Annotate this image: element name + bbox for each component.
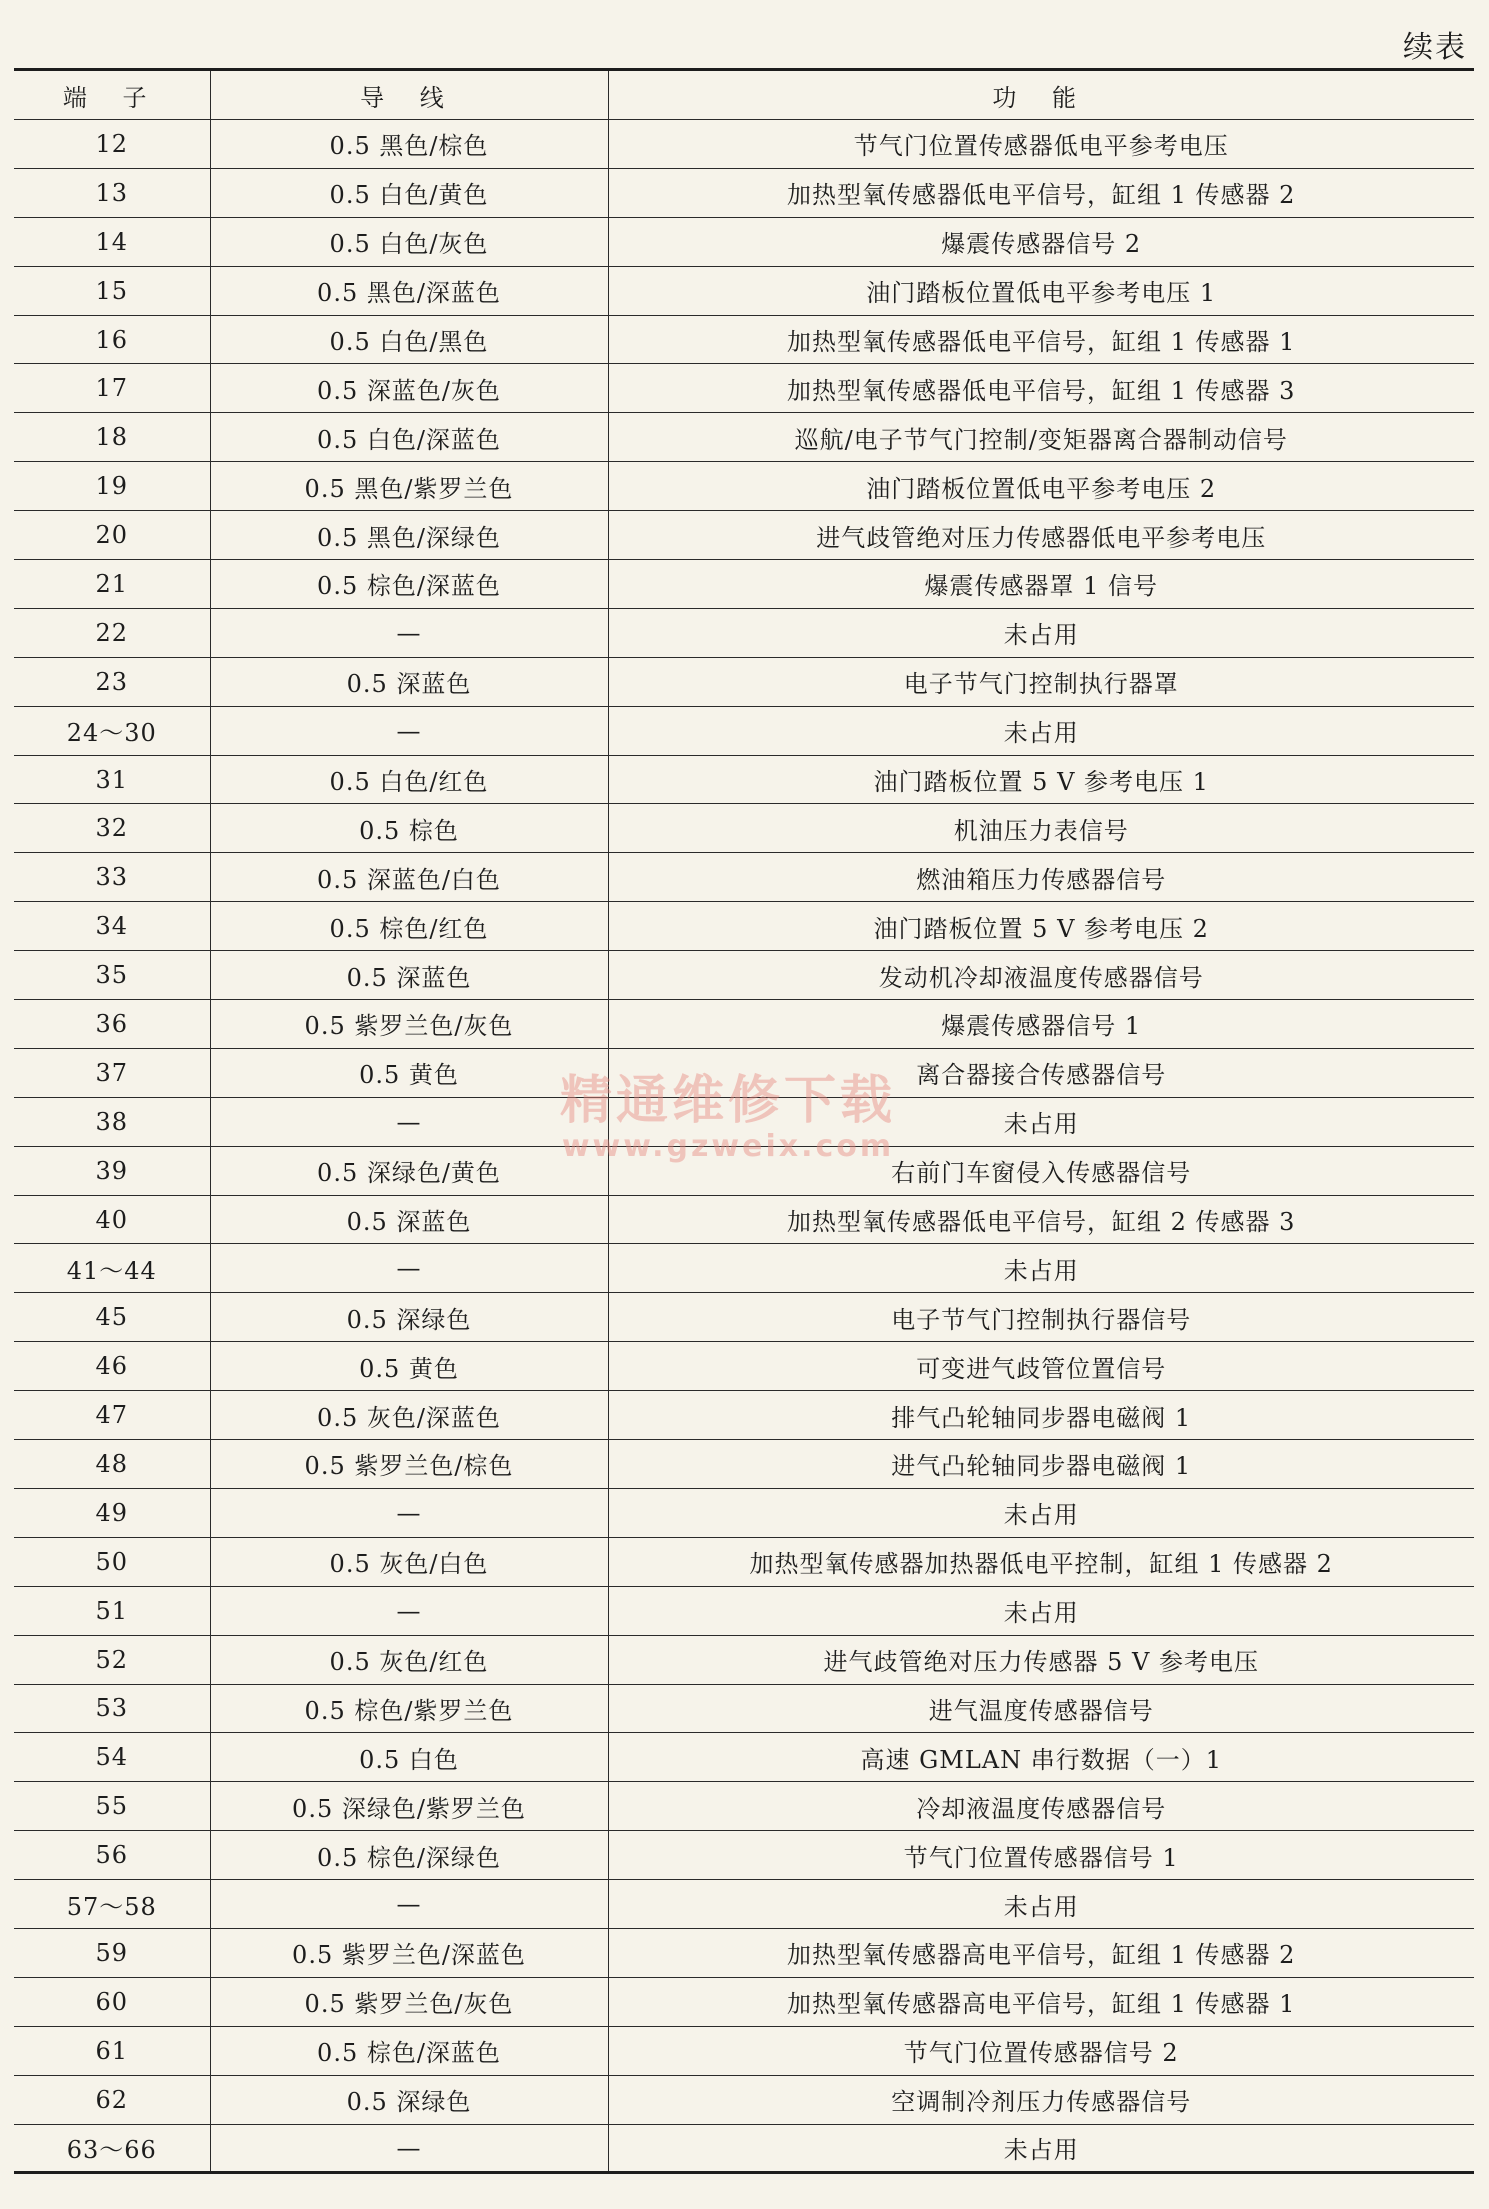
cell-wire: 0.5 深蓝色/白色: [210, 853, 608, 902]
cell-wire: —: [210, 1244, 608, 1293]
cell-function: 排气凸轮轴同步器电磁阀 1: [608, 1391, 1474, 1440]
cell-terminal: 61: [14, 2026, 210, 2075]
table-row: [14, 511, 1474, 560]
cell-wire: 0.5 深绿色/紫罗兰色: [210, 1782, 608, 1831]
watermark-url: www.gzweix.com: [561, 1129, 895, 1164]
table-row: [14, 266, 1474, 315]
cell-terminal: 55: [14, 1782, 210, 1831]
cell-wire: 0.5 白色: [210, 1733, 608, 1782]
table-row: [14, 1733, 1474, 1782]
cell-function: 高速 GMLAN 串行数据（一）1: [608, 1733, 1474, 1782]
cell-terminal: 37: [14, 1048, 210, 1097]
cell-terminal: 32: [14, 804, 210, 853]
cell-function: 冷却液温度传感器信号: [608, 1782, 1474, 1831]
cell-wire: 0.5 黄色: [210, 1342, 608, 1391]
cell-function: 加热型氧传感器低电平信号，缸组 1 传感器 2: [608, 168, 1474, 217]
cell-terminal: 35: [14, 951, 210, 1000]
cell-wire: 0.5 紫罗兰色/深蓝色: [210, 1928, 608, 1977]
cell-wire: 0.5 棕色/深蓝色: [210, 2026, 608, 2075]
cell-function: 油门踏板位置 5 V 参考电压 1: [608, 755, 1474, 804]
cell-wire: 0.5 棕色/深蓝色: [210, 560, 608, 609]
table-row: [14, 1097, 1474, 1146]
cell-terminal: 33: [14, 853, 210, 902]
table-row: [14, 1195, 1474, 1244]
cell-function: 电子节气门控制执行器信号: [608, 1293, 1474, 1342]
cell-terminal: 47: [14, 1391, 210, 1440]
cell-terminal: 56: [14, 1831, 210, 1880]
cell-wire: 0.5 黄色: [210, 1048, 608, 1097]
header-terminal: 端 子: [14, 70, 210, 120]
table-row: [14, 2075, 1474, 2124]
cell-wire: 0.5 白色/黑色: [210, 315, 608, 364]
cell-wire: —: [210, 1097, 608, 1146]
cell-function: 爆震传感器罩 1 信号: [608, 560, 1474, 609]
table-row: [14, 560, 1474, 609]
cell-terminal: 48: [14, 1440, 210, 1489]
cell-terminal: 34: [14, 902, 210, 951]
cell-terminal: 12: [14, 120, 210, 169]
table-row: [14, 1488, 1474, 1537]
table-row: [14, 1000, 1474, 1049]
cell-function: 加热型氧传感器加热器低电平控制，缸组 1 传感器 2: [608, 1537, 1474, 1586]
cell-wire: 0.5 棕色/紫罗兰色: [210, 1684, 608, 1733]
cell-function: 加热型氧传感器低电平信号，缸组 1 传感器 1: [608, 315, 1474, 364]
cell-function: 加热型氧传感器低电平信号，缸组 2 传感器 3: [608, 1195, 1474, 1244]
table-row: [14, 120, 1474, 169]
cell-terminal: 50: [14, 1537, 210, 1586]
cell-wire: —: [210, 1880, 608, 1929]
table-row: [14, 315, 1474, 364]
cell-terminal: 41～44: [14, 1244, 210, 1293]
cell-terminal: 52: [14, 1635, 210, 1684]
cell-function: 未占用: [608, 1488, 1474, 1537]
cell-function: 发动机冷却液温度传感器信号: [608, 951, 1474, 1000]
cell-wire: —: [210, 2124, 608, 2173]
terminal-table: [14, 68, 1474, 2174]
table-row: [14, 657, 1474, 706]
table-row: [14, 1048, 1474, 1097]
table-row: [14, 1635, 1474, 1684]
cell-terminal: 16: [14, 315, 210, 364]
cell-wire: 0.5 棕色/深绿色: [210, 1831, 608, 1880]
cell-function: 节气门位置传感器信号 1: [608, 1831, 1474, 1880]
cell-function: 加热型氧传感器低电平信号，缸组 1 传感器 3: [608, 364, 1474, 413]
cell-terminal: 46: [14, 1342, 210, 1391]
table-row: [14, 1977, 1474, 2026]
cell-terminal: 13: [14, 168, 210, 217]
cell-wire: 0.5 紫罗兰色/灰色: [210, 1977, 608, 2026]
cell-function: 进气凸轮轴同步器电磁阀 1: [608, 1440, 1474, 1489]
cell-terminal: 38: [14, 1097, 210, 1146]
table-row: [14, 168, 1474, 217]
cell-wire: 0.5 棕色/红色: [210, 902, 608, 951]
cell-terminal: 39: [14, 1146, 210, 1195]
cell-wire: 0.5 棕色: [210, 804, 608, 853]
header-row: [14, 70, 1474, 120]
cell-wire: 0.5 深绿色: [210, 2075, 608, 2124]
table-row: [14, 1244, 1474, 1293]
cell-function: 油门踏板位置低电平参考电压 2: [608, 462, 1474, 511]
cell-function: 空调制冷剂压力传感器信号: [608, 2075, 1474, 2124]
cell-wire: 0.5 紫罗兰色/灰色: [210, 1000, 608, 1049]
cell-function: 进气温度传感器信号: [608, 1684, 1474, 1733]
cell-wire: 0.5 白色/灰色: [210, 217, 608, 266]
table-row: [14, 1440, 1474, 1489]
cell-wire: 0.5 深蓝色/灰色: [210, 364, 608, 413]
cell-function: 爆震传感器信号 2: [608, 217, 1474, 266]
table-row: [14, 902, 1474, 951]
cell-terminal: 45: [14, 1293, 210, 1342]
cell-function: 机油压力表信号: [608, 804, 1474, 853]
cell-terminal: 17: [14, 364, 210, 413]
cell-wire: 0.5 黑色/深蓝色: [210, 266, 608, 315]
table-row: [14, 1537, 1474, 1586]
cell-wire: —: [210, 608, 608, 657]
cell-function: 离合器接合传感器信号: [608, 1048, 1474, 1097]
table-row: [14, 608, 1474, 657]
cell-wire: 0.5 深绿色: [210, 1293, 608, 1342]
table-row: [14, 364, 1474, 413]
table-row: [14, 755, 1474, 804]
table-row: [14, 2026, 1474, 2075]
cell-function: 进气歧管绝对压力传感器低电平参考电压: [608, 511, 1474, 560]
table-row: [14, 1586, 1474, 1635]
table-row: [14, 1293, 1474, 1342]
terminal-table-container: [14, 68, 1474, 2174]
cell-terminal: 14: [14, 217, 210, 266]
table-header: [14, 70, 1474, 120]
table-body: [14, 120, 1474, 2173]
cell-wire: 0.5 紫罗兰色/棕色: [210, 1440, 608, 1489]
table-row: [14, 1342, 1474, 1391]
cell-function: 节气门位置传感器信号 2: [608, 2026, 1474, 2075]
cell-terminal: 31: [14, 755, 210, 804]
cell-wire: 0.5 灰色/深蓝色: [210, 1391, 608, 1440]
header-function: 功 能: [608, 70, 1474, 120]
cell-function: 燃油箱压力传感器信号: [608, 853, 1474, 902]
cell-wire: —: [210, 1488, 608, 1537]
cell-terminal: 57～58: [14, 1880, 210, 1929]
table-row: [14, 1928, 1474, 1977]
cell-function: 右前门车窗侵入传感器信号: [608, 1146, 1474, 1195]
cell-function: 可变进气歧管位置信号: [608, 1342, 1474, 1391]
cell-wire: 0.5 黑色/深绿色: [210, 511, 608, 560]
cell-function: 未占用: [608, 2124, 1474, 2173]
cell-function: 未占用: [608, 1586, 1474, 1635]
cell-terminal: 18: [14, 413, 210, 462]
cell-function: 加热型氧传感器高电平信号，缸组 1 传感器 2: [608, 1928, 1474, 1977]
cell-terminal: 36: [14, 1000, 210, 1049]
cell-terminal: 54: [14, 1733, 210, 1782]
cell-function: 加热型氧传感器高电平信号，缸组 1 传感器 1: [608, 1977, 1474, 2026]
header-wire: 导 线: [210, 70, 608, 120]
cell-wire: 0.5 白色/红色: [210, 755, 608, 804]
watermark-title: 精通维修下载: [560, 1071, 897, 1131]
cell-terminal: 19: [14, 462, 210, 511]
cell-terminal: 15: [14, 266, 210, 315]
cell-terminal: 49: [14, 1488, 210, 1537]
cell-function: 油门踏板位置低电平参考电压 1: [608, 266, 1474, 315]
cell-wire: 0.5 灰色/白色: [210, 1537, 608, 1586]
cell-terminal: 40: [14, 1195, 210, 1244]
table-row: [14, 951, 1474, 1000]
cell-terminal: 22: [14, 608, 210, 657]
cell-wire: 0.5 灰色/红色: [210, 1635, 608, 1684]
cell-wire: 0.5 深绿色/黄色: [210, 1146, 608, 1195]
cell-function: 未占用: [608, 1880, 1474, 1929]
cell-terminal: 59: [14, 1928, 210, 1977]
page-heading: 续表: [1403, 30, 1467, 65]
table-row: [14, 413, 1474, 462]
table-row: [14, 462, 1474, 511]
table-row: [14, 1146, 1474, 1195]
cell-terminal: 51: [14, 1586, 210, 1635]
cell-terminal: 53: [14, 1684, 210, 1733]
cell-function: 未占用: [608, 608, 1474, 657]
table-row: [14, 2124, 1474, 2173]
cell-wire: —: [210, 1586, 608, 1635]
cell-wire: 0.5 白色/黄色: [210, 168, 608, 217]
cell-function: 未占用: [608, 1097, 1474, 1146]
table-row: [14, 1684, 1474, 1733]
cell-function: 节气门位置传感器低电平参考电压: [608, 120, 1474, 169]
table-row: [14, 853, 1474, 902]
cell-wire: 0.5 深蓝色: [210, 951, 608, 1000]
cell-function: 未占用: [608, 1244, 1474, 1293]
cell-wire: —: [210, 706, 608, 755]
cell-wire: 0.5 白色/深蓝色: [210, 413, 608, 462]
table-row: [14, 1782, 1474, 1831]
cell-terminal: 63～66: [14, 2124, 210, 2173]
table-row: [14, 1831, 1474, 1880]
cell-function: 巡航/电子节气门控制/变矩器离合器制动信号: [608, 413, 1474, 462]
cell-terminal: 23: [14, 657, 210, 706]
table-row: [14, 706, 1474, 755]
cell-terminal: 20: [14, 511, 210, 560]
table-row: [14, 1391, 1474, 1440]
table-row: [14, 217, 1474, 266]
cell-terminal: 24～30: [14, 706, 210, 755]
cell-function: 未占用: [608, 706, 1474, 755]
cell-terminal: 21: [14, 560, 210, 609]
cell-wire: 0.5 深蓝色: [210, 657, 608, 706]
table-row: [14, 1880, 1474, 1929]
cell-wire: 0.5 黑色/棕色: [210, 120, 608, 169]
cell-function: 进气歧管绝对压力传感器 5 V 参考电压: [608, 1635, 1474, 1684]
table-row: [14, 804, 1474, 853]
cell-terminal: 60: [14, 1977, 210, 2026]
cell-wire: 0.5 黑色/紫罗兰色: [210, 462, 608, 511]
cell-function: 爆震传感器信号 1: [608, 1000, 1474, 1049]
cell-wire: 0.5 深蓝色: [210, 1195, 608, 1244]
cell-function: 电子节气门控制执行器罩: [608, 657, 1474, 706]
cell-function: 油门踏板位置 5 V 参考电压 2: [608, 902, 1474, 951]
cell-terminal: 62: [14, 2075, 210, 2124]
